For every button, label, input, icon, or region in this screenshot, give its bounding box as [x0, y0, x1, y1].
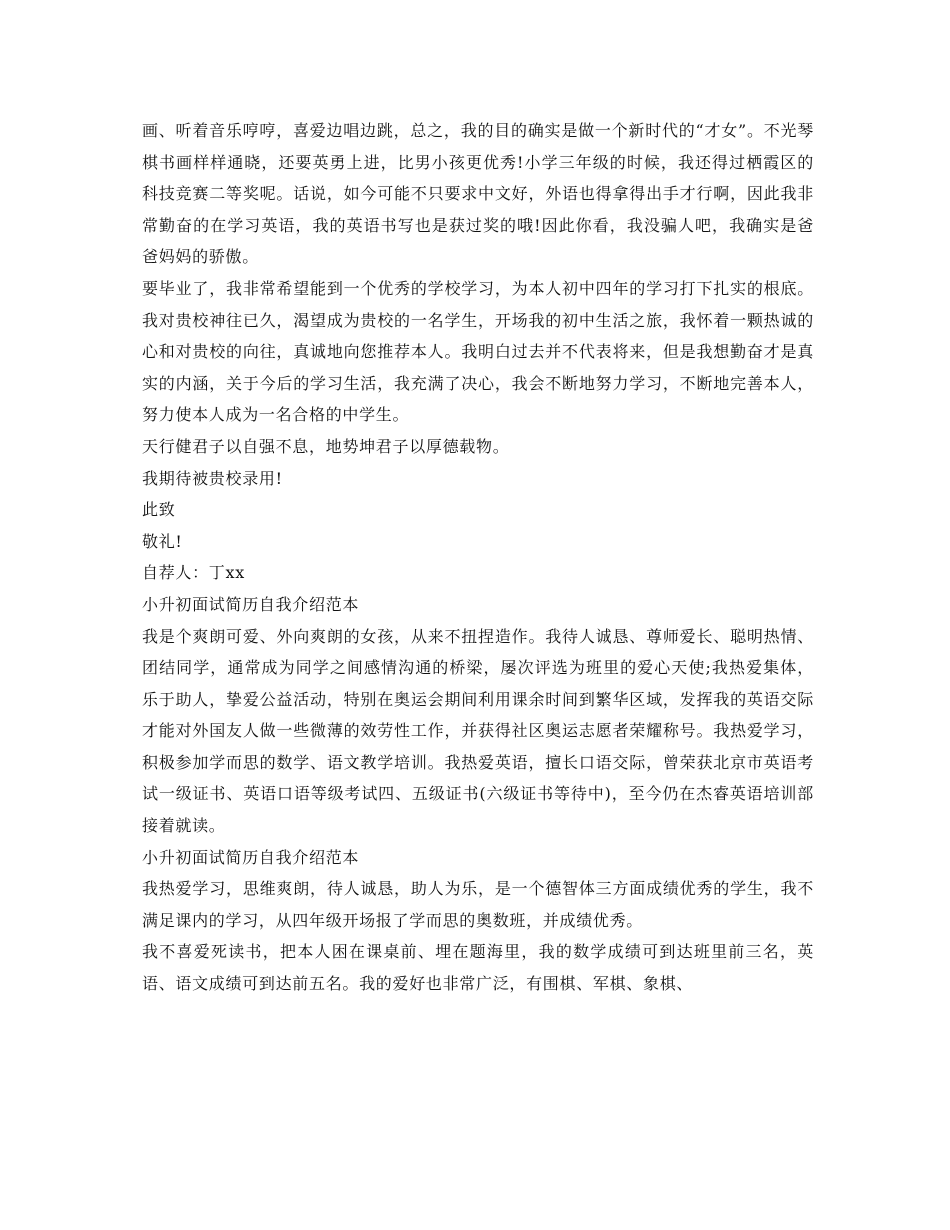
closing-salutation: 此致: [142, 500, 176, 520]
paragraph-sample-1: 我是个爽朗可爱、外向爽朗的女孩，从来不扭捏造作。我待人诚恳、尊师爱长、聪明热情、团结同学，通常成为同学之间感情沟通的桥梁，屡次评选为班里的爱心天使;我热爱集体，乐于助人，挚爱公益活动，特别在奥运会期间利用课余时间到繁华区域，发挥我的英语交际才能对外国友人做一些微薄的效劳性工作，并获得社区奥运志愿者荣耀称号。我热爱学习，积极参加学而思的数学、语文教学培训。我热爱英语，擅长口语交际，曾荣获北京市英语考试一级证书、英语口语等级考试四、五级证书(六级证书等待中)，至今仍在杰睿英语培训部接着就读。: [142, 626, 814, 836]
paragraph-intro-continued: 画、听着音乐哼哼，喜爱边唱边跳，总之，我的目的确实是做一个新时代的“才女”。不光琴棋书画样样通晓，还要英勇上进，比男小孩更优秀!小学三年级的时候，我还得过栖霞区的科技竞赛二等奖呢。话说，如今可能不只要求中文好，外语也得拿得出手才行啊，因此我非常勤奋的在学习英语，我的英语书写也是获过奖的哦!因此你看，我没骗人吧，我确实是爸爸妈妈的骄傲。: [142, 121, 814, 267]
signature-line: 自荐人：丁xx: [142, 563, 245, 583]
paragraph-sample-2: 我热爱学习，思维爽朗，待人诚恳，助人为乐，是一个德智体三方面成绩优秀的学生，我不满足课内的学习，从四年级开场报了学而思的奥数班，并成绩优秀。: [142, 879, 814, 930]
paragraph-sample-2-continued: 我不喜爱死读书，把本人困在课桌前、埋在题海里，我的数学成绩可到达班里前三名，英语、语文成绩可到达前五名。我的爱好也非常广泛，有围棋、军棋、象棋、: [142, 942, 814, 994]
paragraph-expectation: 我期待被贵校录用!: [142, 468, 283, 488]
section-heading-2: 小升初面试简历自我介绍范本: [142, 847, 360, 867]
closing-regards: 敬礼!: [142, 531, 183, 551]
paragraph-motto: 天行健君子以自强不息，地势坤君子以厚德载物。: [142, 436, 510, 456]
paragraph-graduation: 要毕业了，我非常希望能到一个优秀的学校学习，为本人初中四年的学习打下扎实的根底。我对贵校神往已久，渴望成为贵校的一名学生，开场我的初中生活之旅，我怀着一颗热诚的心和对贵校的向往，真诚地向您推荐本人。我明白过去并不代表将来，但是我想勤奋才是真实的内涵，关于今后的学习生活，我充满了决心，我会不断地努力学习，不断地完善本人，努力使本人成为一名合格的中学生。: [142, 278, 814, 425]
section-heading-1: 小升初面试简历自我介绍范本: [142, 594, 360, 614]
document-body: [142, 115, 814, 1000]
